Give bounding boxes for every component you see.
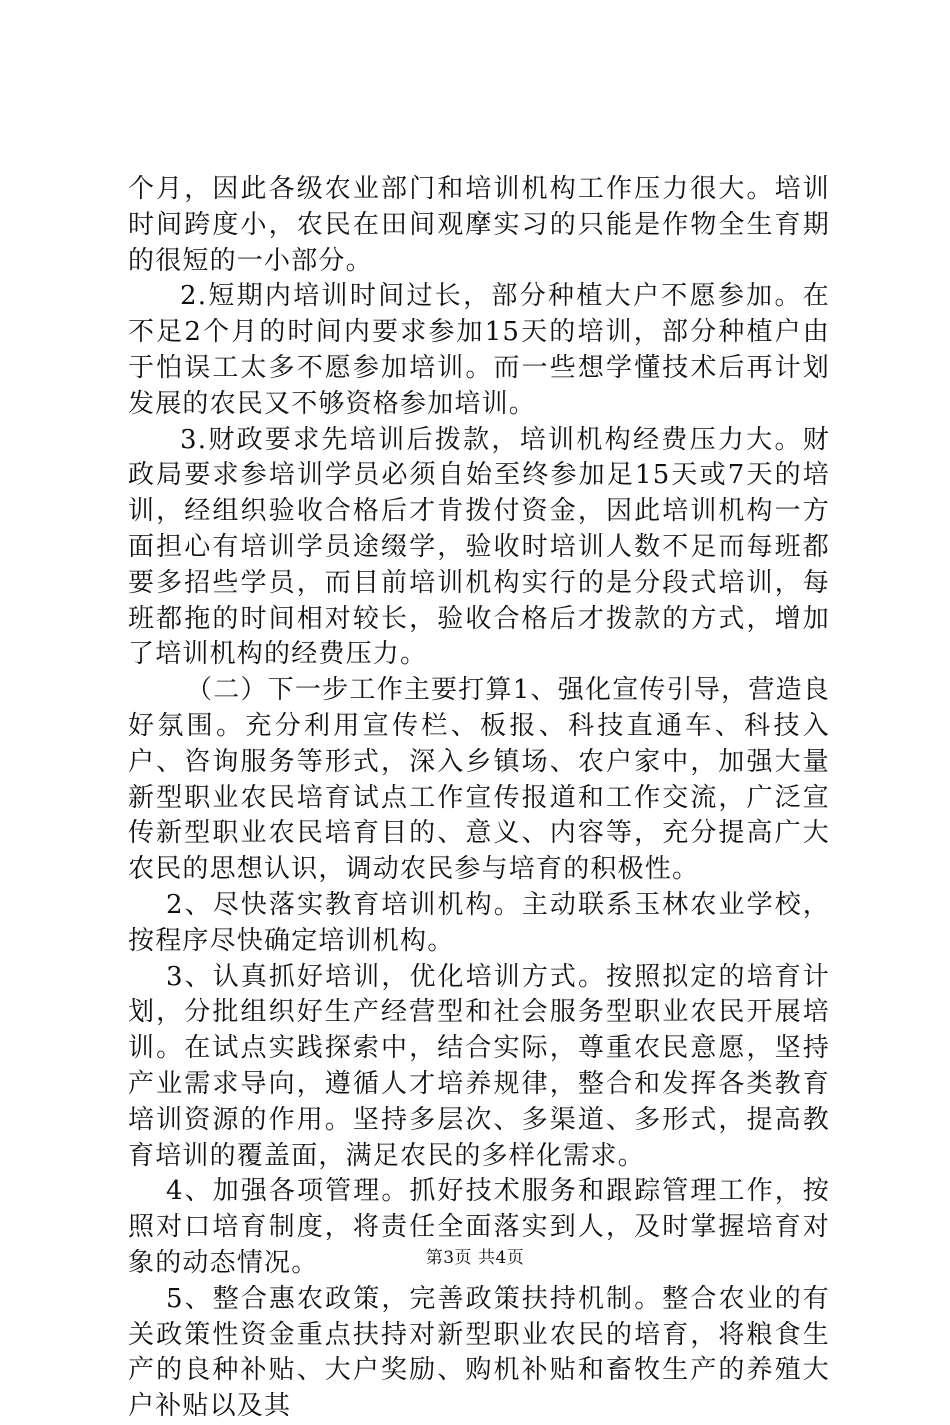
paragraph-6: 3、认真抓好培训，优化培训方式。按照拟定的培育计划，分批组织好生产经营型和社会服务型职业农民开展培训。在试点实践探索中，结合实际，尊重农民意愿，坚持产业需求导向，遵循人才培养规律，整合和发挥各类教育培训资源的作用。坚持多层次、多渠道、多形式，提高教育培训的覆盖面，满足农民的多样化需求。	[128, 961, 830, 1171]
paragraph-2: 2.短期内培训时间过长，部分种植大户不愿参加。在不足2个月的时间内要求参加15天的培训，部分种植户由于怕误工太多不愿参加培训。而一些想学懂技术后再计划发展的农民又不够资格参加培训。	[128, 281, 830, 419]
paragraph-8: 5、整合惠农政策，完善政策扶持机制。整合农业的有关政策性资金重点扶持对新型职业农民的培育，将粮食生产的良种补贴、大户奖励、购机补贴和畜牧生产的养殖大户补贴以及其	[128, 1283, 830, 1422]
page-footer	[0, 1243, 950, 1268]
page-indicator: 第3页 共4页	[425, 1248, 525, 1268]
paragraph-1: 个月，因此各级农业部门和培训机构工作压力很大。培训时间跨度小，农民在田间观摩实习的只能是作物全生育期的很短的一小部分。	[128, 174, 830, 276]
paragraph-5: 2、尽快落实教育培训机构。主动联系玉林农业学校，按程序尽快确定培训机构。	[128, 889, 830, 956]
paragraph-7: 4、加强各项管理。抓好技术服务和跟踪管理工作，按照对口培育制度，将责任全面落实到人，及时掌握培育对象的动态情况。	[128, 1176, 830, 1278]
document-body	[128, 172, 830, 1425]
paragraph-4: （二）下一步工作主要打算1、强化宣传引导，营造良好氛围。充分利用宣传栏、板报、科技直通车、科技入户、咨询服务等形式，深入乡镇场、农户家中，加强大量新型职业农民培育试点工作宣传报道和工作交流，广泛宣传新型职业农民培育目的、意义、内容等，充分提高广大农民的思想认识，调动农民参与培育的积极性。	[128, 675, 830, 885]
paragraph-3: 3.财政要求先培训后拨款，培训机构经费压力大。财政局要求参培训学员必须自始至终参加足15天或7天的培训，经组织验收合格后才肯拨付资金，因此培训机构一方面担心有培训学员途缀学，验收时培训人数不足而每班都要多招些学员，而目前培训机构实行的是分段式培训，每班都拖的时间相对较长，验收合格后才拨款的方式，增加了培训机构的经费压力。	[128, 424, 830, 670]
